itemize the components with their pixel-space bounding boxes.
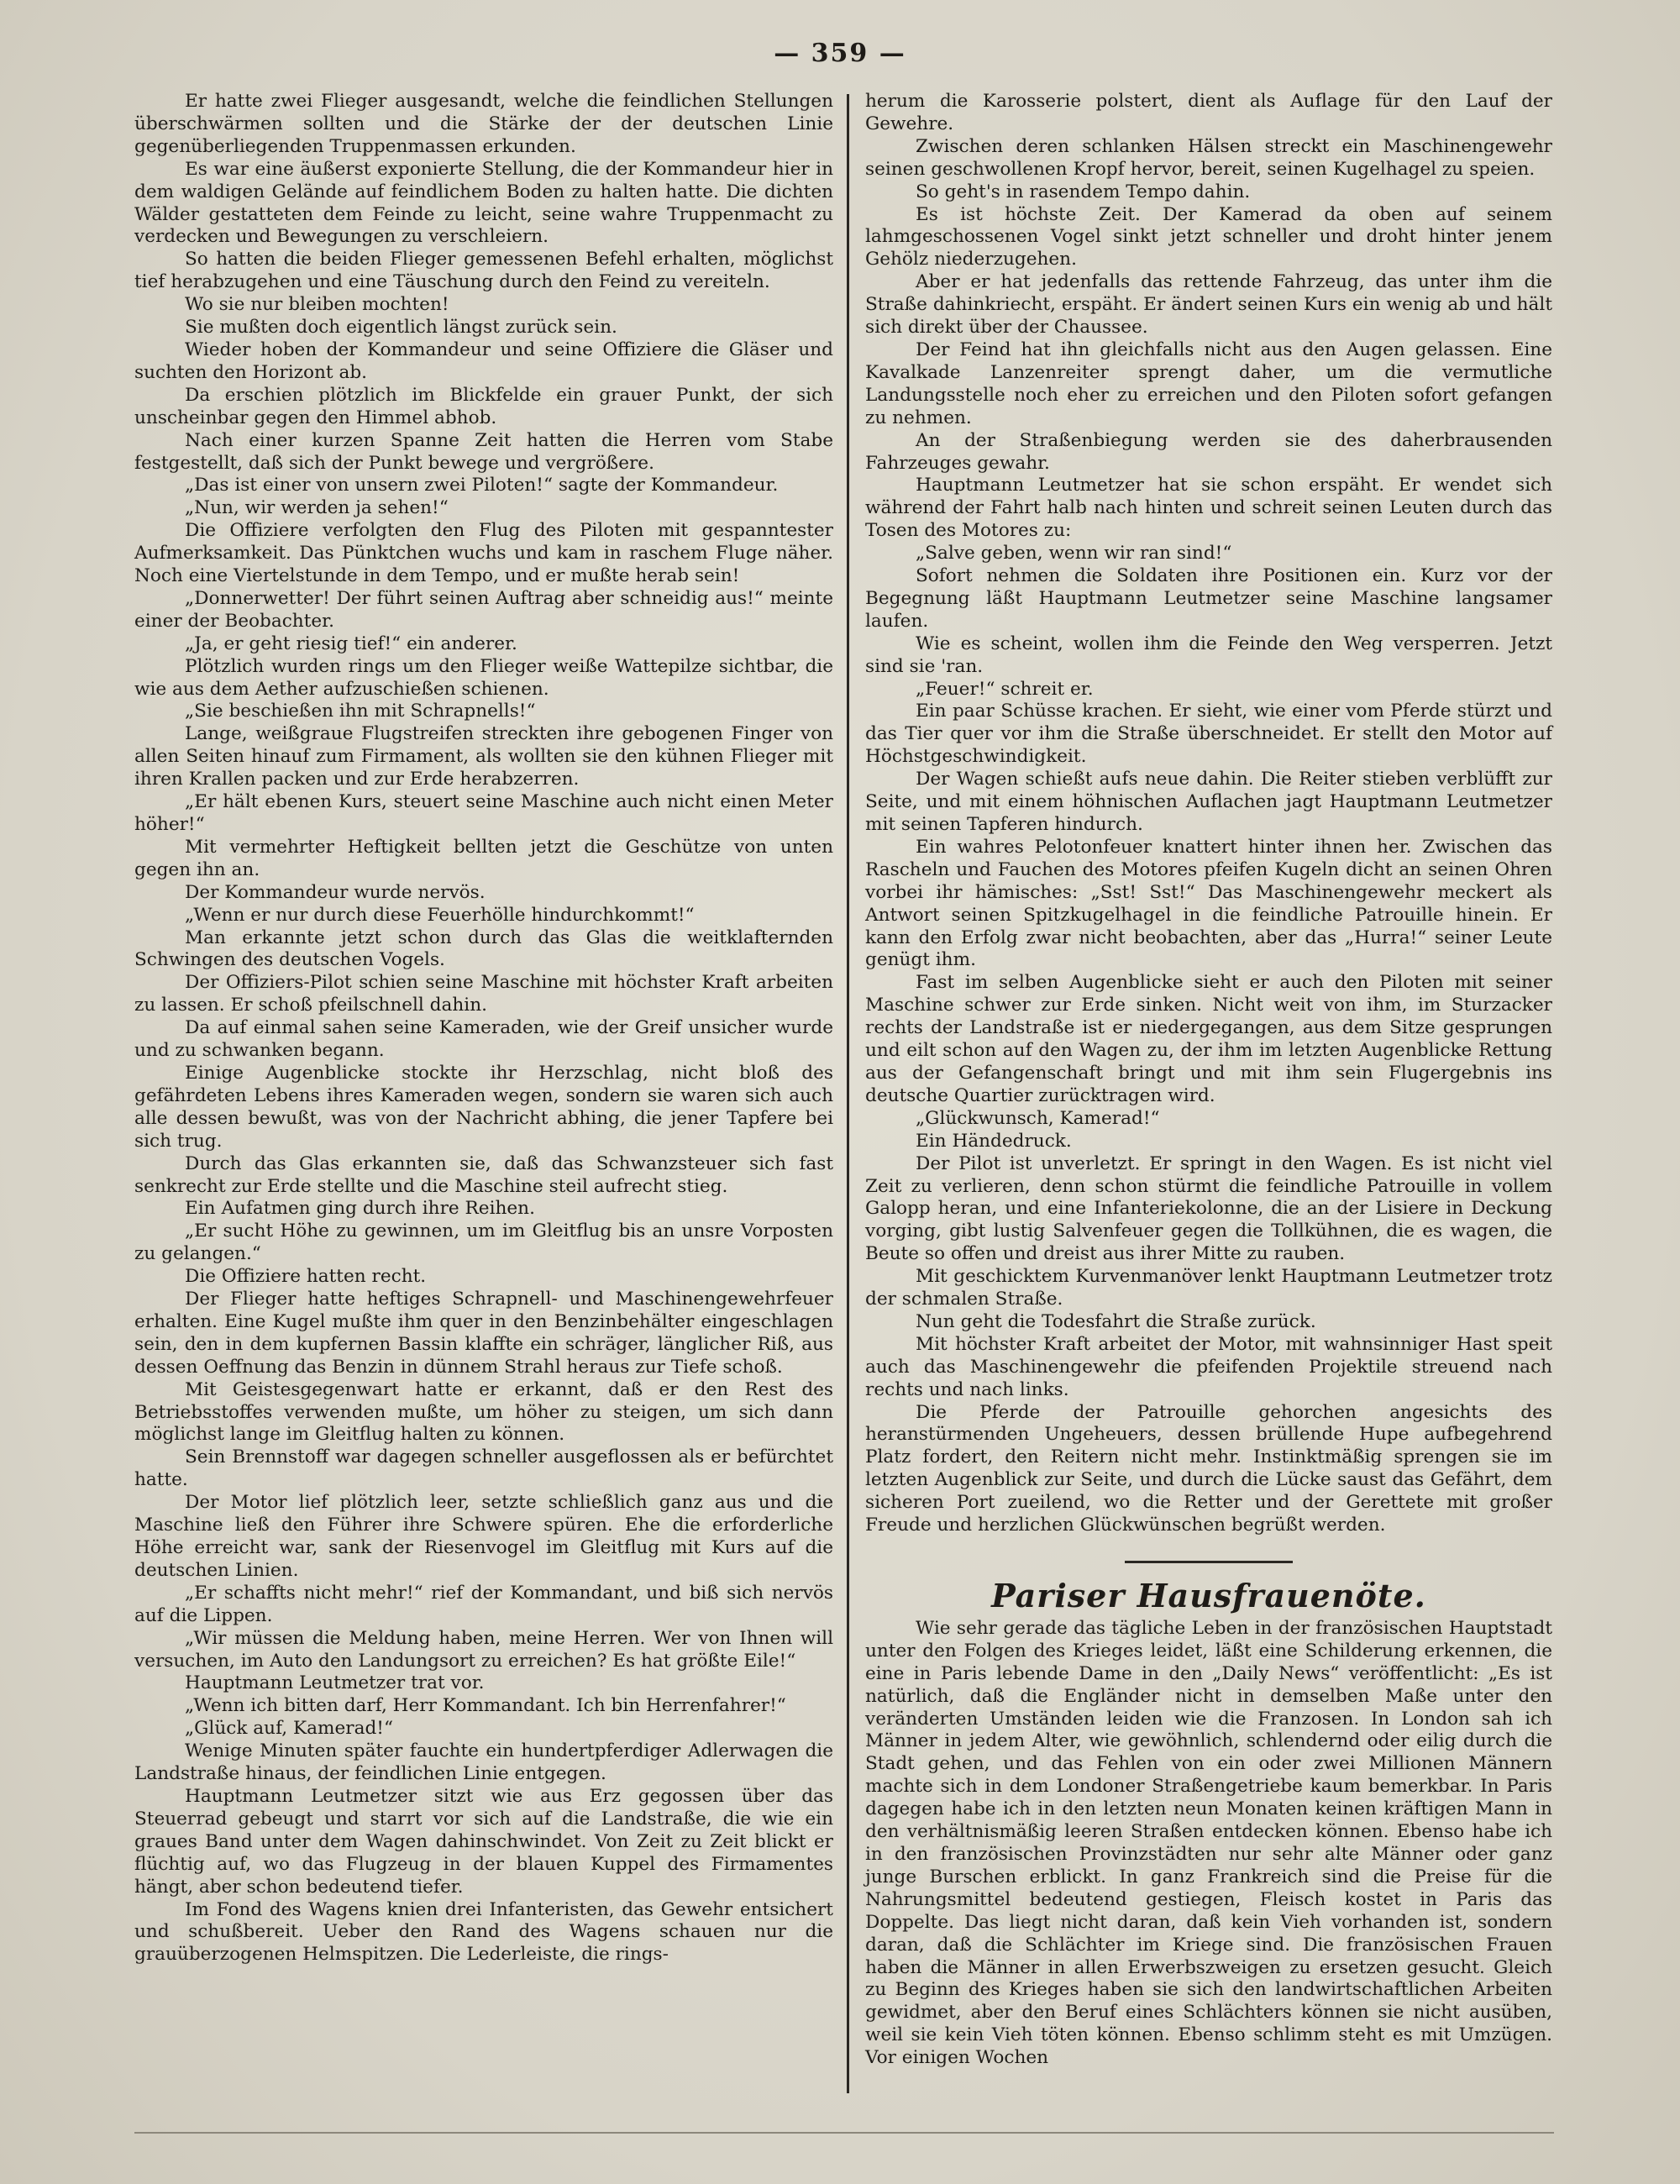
paragraph: „Glückwunsch, Kamerad!“ (916, 1107, 1160, 1129)
paragraph: „Salve geben, wenn wir ran sind!“ (916, 543, 1232, 564)
paragraph: „Er sucht Höhe zu gewinnen, um im Gleitflug bis an unsre Vorposten zu gelangen.“ (134, 1221, 833, 1265)
paragraph: Mit Geistesgegenwart hatte er erkannt, daß er den Rest des Betriebsstoffes verwenden mußte, um höher zu steigen, um sich dann möglichst lange im Gleitflug halten zu können. (134, 1378, 833, 1446)
paragraph: Wie es scheint, wollen ihm die Feinde den Weg versperren. Jetzt sind sie 'ran. (865, 633, 1552, 677)
paragraph: herum die Karosserie polstert, dient als Auflage für den Lauf der Gewehre. (865, 91, 1552, 134)
paragraph: Der Motor lief plötzlich leer, setzte schließlich ganz aus und die Maschine ließ den Führer ihre Schwere spüren. Ehe die erforderliche Höhe erreicht war, sank der Riesenvogel im Gleitflug mit Kurs auf die deutschen Linien. (134, 1492, 833, 1581)
paragraph: An der Straßenbiegung werden sie des daherbrausenden Fahrzeuges gewahr. (865, 429, 1552, 474)
paragraph: Mit geschicktem Kurvenmanöver lenkt Hauptmann Leutmetzer trotz der schmalen Straße. (865, 1266, 1552, 1310)
paragraph: „Wenn er nur durch diese Feuerhölle hindurchkommt!“ (185, 904, 695, 926)
paragraph: Die Pferde der Patrouille gehorchen angesichts des heranstürmenden Ungeheuers, dessen brüllende Hupe aufbegehrend Platz fordert, den Reitern nicht mehr. Instinktmäßig sprengen sie im letzten Augenblick zur Seite, und durch die Lücke saust das Gefährt, dem sicheren Port zueilend, wo die Retter und der Gerettete mit großer Freude und herzlichen Glückwünschen begrüßt werden. (865, 1401, 1552, 1536)
paragraph: Fast im selben Augenblicke sieht er auch den Piloten mit seiner Maschine schwer zur Erde sinken. Nicht weit von ihm, im Sturzacker rechts der Landstraße ist er niedergegangen, aus dem Sitze gesprungen und eilt schon auf den Wagen zu, der ihm im letzten Augenblicke Rettung aus der Gefangenschaft bringt und mit ihm sein Flugergebnis ins deutsche Quartier zurücktragen wird. (865, 972, 1552, 1106)
left-column (134, 91, 833, 1966)
paragraph: Sein Brennstoff war dagegen schneller ausgeflossen als er befürchtet hatte. (134, 1446, 833, 1491)
paragraph: „Sie beschießen ihn mit Schrapnells!“ (185, 701, 536, 722)
paragraph: Der Feind hat ihn gleichfalls nicht aus den Augen gelassen. Eine Kavalkade Lanzenreiter sprengt daher, um die vermutliche Landungsstelle noch eher zu erreichen und den Piloten sofort gefangen zu nehmen. (865, 339, 1552, 428)
paragraph: Die Offiziere hatten recht. (185, 1266, 427, 1288)
paragraph: Der Flieger hatte heftiges Schrapnell- und Maschinengewehrfeuer erhalten. Eine Kugel mußte ihm quer in den Benzinbehälter eingeschlagen sein, den in dem kupfernen Bassin klaffte ein schräger, länglicher Riß, aus dessen Oeffnung das Benzin in dünnem Strahl heraus zur Tiefe schoß. (134, 1289, 833, 1378)
paragraph: Ein paar Schüsse krachen. Er sieht, wie einer vom Pferde stürzt und das Tier quer vor ihm die Straße überschneidet. Er stellt den Motor auf Höchstgeschwindigkeit. (865, 701, 1552, 768)
paragraph: „Feuer!“ schreit er. (916, 678, 1094, 700)
paragraph: „Er schaffts nicht mehr!“ rief der Kommandant, und biß sich nervös auf die Lippen. (134, 1582, 833, 1626)
paragraph: Lange, weißgraue Flugstreifen streckten ihre gebogenen Finger von allen Seiten hinauf zum Firmament, als wollten sie den kühnen Flieger mit ihren Krallen packen und zur Erde herabzerren. (134, 723, 833, 790)
paragraph: Einige Augenblicke stockte ihr Herzschlag, nicht bloß des gefährdeten Lebens ihres Kameraden wegen, sondern sie waren sich auch alle dessen bewußt, was von der Nachricht abhing, die jener Tapfere bei sich trug. (134, 1062, 833, 1152)
bottom-rule (134, 2132, 1554, 2134)
paragraph: Wie sehr gerade das tägliche Leben in der französischen Hauptstadt unter den Folgen des Krieges leidet, läßt eine Schilderung erkennen, die eine in Paris lebende Dame in den „Daily News“ veröffentlicht: „Es ist natürlich, daß die Engländer nicht in demselben Maße unter den veränderten Umständen leiden wie die Franzosen. In London sah ich Männer in jedem Alter, wie gewöhnlich, schlendernd oder eilig durch die Stadt gehen, und das Fehlen von ein oder zwei Millionen Männern machte sich in dem Londoner Straßengetriebe kaum bemerkbar. In Paris dagegen habe ich in den letzten neun Monaten keinen kräftigen Mann in den verhältnismäßig leeren Straßen entdecken können. Ebenso habe ich in den französischen Provinzstädten nur sehr alte Männer oder ganz junge Burschen erblickt. In ganz Frankreich sind die Preise für die Nahrungsmittel bedeutend gestiegen, Fleisch kostet in Paris das Doppelte. Das liegt nicht daran, daß kein Vieh vorhanden ist, sondern daran, daß die Schlächter im Kriege sind. Die französischen Frauen haben die Männer in allen Erwerbszweigen zu ersetzen gesucht. Gleich zu Beginn des Krieges haben sie sich den landwirtschaftlichen Arbeiten gewidmet, aber den Beruf eines Schlächters können sie nicht ausüben, weil sie kein Vieh töten können. Ebenso schlimm steht es mit Umzügen. Vor einigen Wochen (865, 1617, 1552, 2069)
paragraph: Da erschien plötzlich im Blickfelde ein grauer Punkt, der sich unscheinbar gegen den Himmel abhob. (134, 384, 833, 428)
paragraph: Es ist höchste Zeit. Der Kamerad da oben auf seinem lahmgeschossenen Vogel sinkt jetzt schneller und droht hinter jenem Gehölz niederzugehen. (865, 203, 1552, 270)
column-rule (847, 94, 849, 2093)
paragraph: Hauptmann Leutmetzer sitzt wie aus Erz gegossen über das Steuerrad gebeugt und starrt vor sich auf die Landstraße, die wie ein graues Band unter dem Wagen dahinschwindet. Von Zeit zu Zeit blickt er flüchtig auf, wo das Flugzeug in der blauen Kuppel des Firmamentes hängt, aber schon bedeutend tiefer. (134, 1785, 833, 1898)
paragraph: „Ja, er geht riesig tief!“ ein anderer. (185, 633, 517, 654)
paragraph: So hatten die beiden Flieger gemessenen Befehl erhalten, möglichst tief herabzugehen und eine Täuschung durch den Feind zu vereiteln. (134, 249, 833, 293)
paragraph: „Er hält ebenen Kurs, steuert seine Maschine auch nicht einen Meter höher!“ (134, 791, 833, 835)
paragraph: Sie mußten doch eigentlich längst zurück sein. (185, 317, 617, 339)
paragraph: Sofort nehmen die Soldaten ihre Positionen ein. Kurz vor der Begegnung läßt Hauptmann Leutmetzer seine Maschine langsamer laufen. (865, 565, 1552, 632)
paragraph: Hauptmann Leutmetzer trat vor. (185, 1672, 485, 1694)
paragraph: Der Wagen schießt aufs neue dahin. Die Reiter stieben verblüfft zur Seite, und mit einem höhnischen Auflachen jagt Hauptmann Leutmetzer mit seinen Tapferen hindurch. (865, 769, 1552, 835)
page-number: — 359 — (774, 39, 906, 68)
paragraph: Da auf einmal sahen seine Kameraden, wie der Greif unsicher wurde und zu schwanken begann. (134, 1017, 833, 1062)
paragraph: Mit höchster Kraft arbeitet der Motor, mit wahnsinniger Hast speit auch das Maschinengewehr die pfeifenden Projektile streuend nach rechts und nach links. (865, 1333, 1552, 1400)
paragraph: Es war eine äußerst exponierte Stellung, die der Kommandeur hier in dem waldigen Gelände auf feindlichem Boden zu halten hatte. Die dichten Wälder gestatteten dem Feinde zu leicht, seine wahre Truppenmacht zu verdecken und Bewegungen zu verschleiern. (134, 158, 833, 248)
paragraph: Mit vermehrter Heftigkeit bellten jetzt die Geschütze von unten gegen ihn an. (134, 836, 833, 880)
paragraph: „Donnerwetter! Der führt seinen Auftrag aber schneidig aus!“ meinte einer der Beobachter. (134, 587, 833, 632)
paragraph: Die Offiziere verfolgten den Flug des Piloten mit gespanntester Aufmerksamkeit. Das Pünktchen wuchs und kam in raschem Fluge näher. Noch eine Viertelstunde in dem Tempo, und er mußte herab sein! (134, 520, 833, 587)
paragraph: Er hatte zwei Flieger ausgesandt, welche die feindlichen Stellungen überschwärmen sollten und die Stärke der der deutschen Linie gegenüberliegenden Truppenmassen erkunden. (134, 91, 833, 157)
paragraph: Hauptmann Leutmetzer hat sie schon erspäht. Er wendet sich während der Fahrt halb nach hinten und schreit seinen Leuten durch das Tosen des Motores zu: (865, 475, 1552, 542)
paragraph: Durch das Glas erkannten sie, daß das Schwanzsteuer sich fast senkrecht zur Erde stellte und die Maschine steil aufrecht stieg. (134, 1152, 833, 1197)
paragraph: Ein wahres Pelotonfeuer knattert hinter ihnen her. Zwischen das Rascheln und Fauchen des Motores pfeifen Kugeln dicht an seinen Ohren vorbei ihr hämisches: „Sst! Sst!“ Das Maschinengewehr meckert als Antwort seinen Spitzkugelhagel in die feindliche Patrouille hinein. Er kann den Erfolg zwar nicht beobachten, aber das „Hurra!“ seiner Leute genügt ihm. (865, 836, 1552, 971)
paragraph: Aber er hat jedenfalls das rettende Fahrzeug, das unter ihm die Straße dahinkriecht, erspäht. Er ändert seinen Kurs ein wenig ab und hält sich direkt über der Chaussee. (865, 271, 1552, 339)
story-continuation (865, 91, 1552, 1537)
right-column (865, 91, 1552, 2070)
paragraph: Ein Händedruck. (916, 1130, 1072, 1152)
paragraph: So geht's in rasendem Tempo dahin. (916, 181, 1251, 202)
paragraph: „Wir müssen die Meldung haben, meine Herren. Wer von Ihnen will versuchen, im Auto den Landungsort zu erreichen? Es hat größte Eile!“ (134, 1627, 833, 1672)
paragraph: Der Pilot ist unverletzt. Er springt in den Wagen. Es ist nicht viel Zeit zu verlieren, denn schon stürmt die feindliche Patrouille in vollem Galopp heran, und eine Infanteriekolonne, die an der Lisiere in Deckung vorging, gibt lustig Salvenfeuer gegen die Tollkühnen, die es wagen, die Beute so offen und dreist aus ihrer Mitte zu rauben. (865, 1152, 1552, 1265)
paragraph: „Das ist einer von unsern zwei Piloten!“ sagte der Kommandeur. (185, 475, 779, 496)
paragraph: Der Offiziers-Pilot schien seine Maschine mit höchster Kraft arbeiten zu lassen. Er schoß pfeilschnell dahin. (134, 972, 833, 1016)
paragraph: „Wenn ich bitten darf, Herr Kommandant. Ich bin Herrenfahrer!“ (185, 1695, 786, 1717)
paragraph: Wenige Minuten später fauchte ein hundertpferdiger Adlerwagen die Landstraße hinaus, der feindlichen Linie entgegen. (134, 1740, 833, 1785)
paragraph: Plötzlich wurden rings um den Flieger weiße Wattepilze sichtbar, die wie aus dem Aether aufzuschießen schienen. (134, 655, 833, 700)
paragraph: Wo sie nur bleiben mochten! (185, 294, 449, 316)
paragraph: Nun geht die Todesfahrt die Straße zurück. (916, 1310, 1316, 1332)
paragraph: Ein Aufatmen ging durch ihre Reihen. (185, 1198, 535, 1220)
paragraph: Nach einer kurzen Spanne Zeit hatten die Herren vom Stabe festgestellt, daß sich der Punkt bewege und vergrößere. (134, 429, 833, 474)
article-headline: Pariser Hausfrauenöte. (991, 1577, 1426, 1614)
section-divider (1125, 1561, 1293, 1563)
paragraph: Wieder hoben der Kommandeur und seine Offiziere die Gläser und suchten den Horizont ab. (134, 339, 833, 383)
paragraph: „Glück auf, Kamerad!“ (185, 1718, 394, 1740)
paragraph: Zwischen deren schlanken Hälsen streckt ein Maschinengewehr seinen geschwollenen Kropf hervor, bereit, seinen Kugelhagel zu speien. (865, 135, 1552, 180)
paragraph: Der Kommandeur wurde nervös. (185, 881, 486, 903)
article-body (865, 1618, 1552, 2070)
paragraph: Im Fond des Wagens knien drei Infanteristen, das Gewehr entsichert und schußbereit. Ueber den Rand des Wagens schauen nur die grauüberzogenen Helmspitzen. Die Lederleiste, die rings- (134, 1898, 833, 1966)
paragraph: „Nun, wir werden ja sehen!“ (185, 497, 449, 519)
paragraph: Man erkannte jetzt schon durch das Glas die weitklafternden Schwingen des deutschen Vogels. (134, 927, 833, 971)
